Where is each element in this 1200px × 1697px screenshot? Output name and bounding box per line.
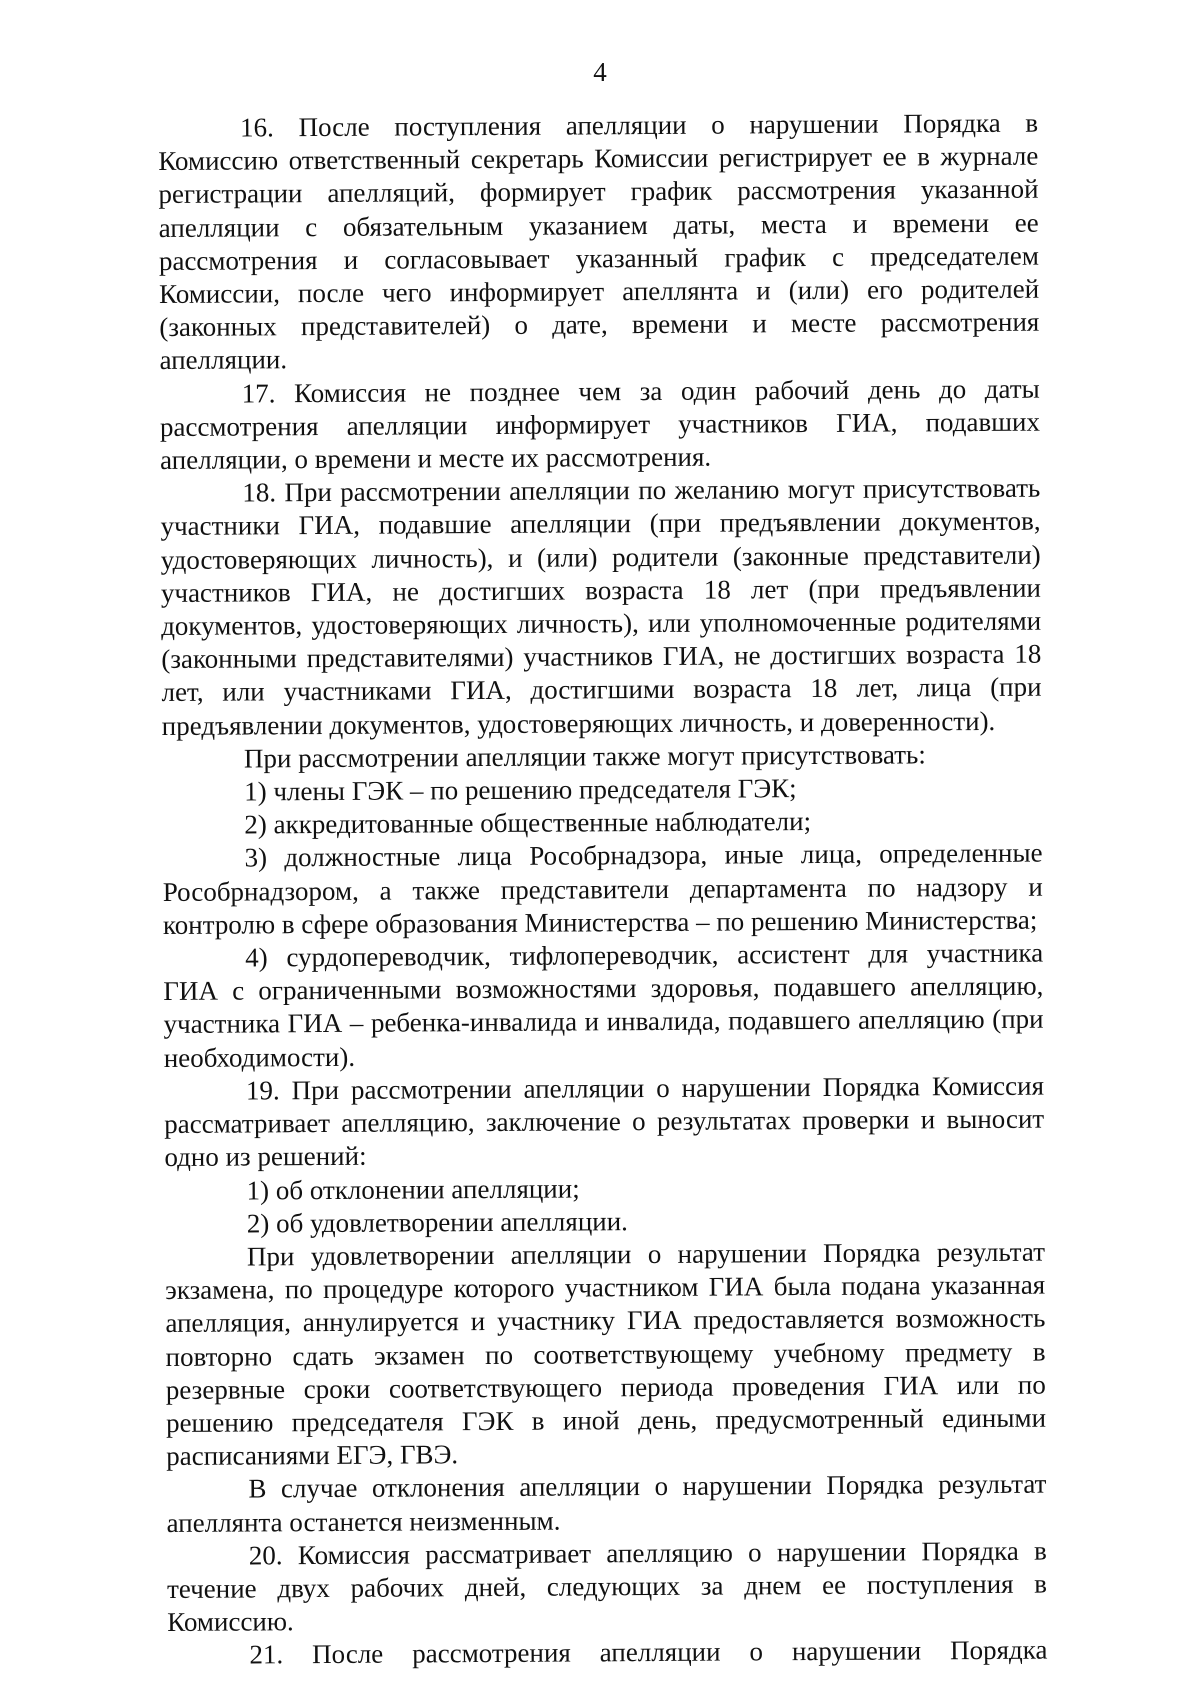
paragraph-21: 21. После рассмотрения апелляции о нарушении Порядка	[249, 1634, 1048, 1670]
page-number: 4	[593, 57, 607, 87]
paragraph-18: 18. При рассмотрении апелляции по желанию могут присутствовать участники ГИА, подавшие апелляции (при предъявлении документов, удостоверяющих личность), и (или) родители (законные представители) участников ГИА, не достигших возраста 18 лет (при предъявлении документов, удостоверяющих личность), или уполномоченные родителями (законными представителями) участников ГИА, не достигших возраста 18 лет, или участниками ГИА, достигшими возраста 18 лет, лица (при предъявлении документов, удостоверяющих личность, и доверенности).	[160, 472, 1042, 741]
paragraph-17: 17. Комиссия не позднее чем за один рабочий день до даты рассмотрения апелляции информирует участников ГИА, подавших апелляции, о времени и месте их рассмотрения.	[159, 373, 1040, 476]
paragraph-attendees-intro: При рассмотрении апелляции также могут присутствовать:	[243, 739, 926, 774]
list-item-observers: 2) аккредитованные общественные наблюдатели;	[244, 806, 812, 840]
paragraph-16: 16. После поступления апелляции о нарушении Порядка в Комиссию ответственный секретарь Комиссии регистрирует ее в журнале регистрации апелляций, формирует график рассмотрения указанной апелляции с обязательным указанием даты, места и времени ее рассмотрения и согласовывает указанный график с председателем Комиссии, после чего информирует апеллянта и (или) его родителей (законных представителей) о дате, времени и месте рассмотрения апелляции.	[158, 107, 1040, 376]
list-item-satisfaction: 2) об удовлетворении апелляции.	[246, 1205, 628, 1239]
list-item-gek-members: 1) члены ГЭК – по решению председателя ГЭК;	[244, 773, 797, 807]
paragraph-rejection-result: В случае отклонения апелляции о нарушении Порядка результат апеллянта останется неизменным.	[166, 1468, 1047, 1538]
list-item-officials: 3) должностные лица Рособрнадзора, иные лица, определенные Рособрнадзором, а также представители департамента по надзору и контролю в сфере образования Министерства – по решению Министерства;	[162, 838, 1043, 940]
document-body	[158, 107, 1048, 1673]
list-item-interpreters: 4) сурдопереводчик, тифлопереводчик, ассистент для участника ГИА с ограниченными возможностями здоровья, подавшего апелляцию, участника ГИА – ребенка-инвалида и инвалида, подавшего апелляцию (при необходимости).	[163, 937, 1044, 1073]
list-item-rejection: 1) об отклонении апелляции;	[246, 1172, 580, 1205]
paragraph-satisfaction-result: При удовлетворении апелляции о нарушении Порядка результат экзамена, по процедуре которого участником ГИА была подана указанная апелляция, аннулируется и участнику ГИА предоставляется возможность повторно сдать экзамен по соответствующему учебному предмету в резервные сроки соответствующего периода проведения ГИА или по решению председателя ГЭК в иной день, предусмотренный едиными расписаниями ЕГЭ, ГВЭ.	[165, 1236, 1047, 1472]
paragraph-20: 20. Комиссия рассматривает апелляцию о нарушении Порядка в течение двух рабочих дней, следующих за днем ее поступления в Комиссию.	[166, 1535, 1048, 1638]
paragraph-19: 19. При рассмотрении апелляции о нарушении Порядка Комиссия рассматривает апелляцию, заключение о результатах проверки и выносит одно из решений:	[164, 1070, 1045, 1173]
